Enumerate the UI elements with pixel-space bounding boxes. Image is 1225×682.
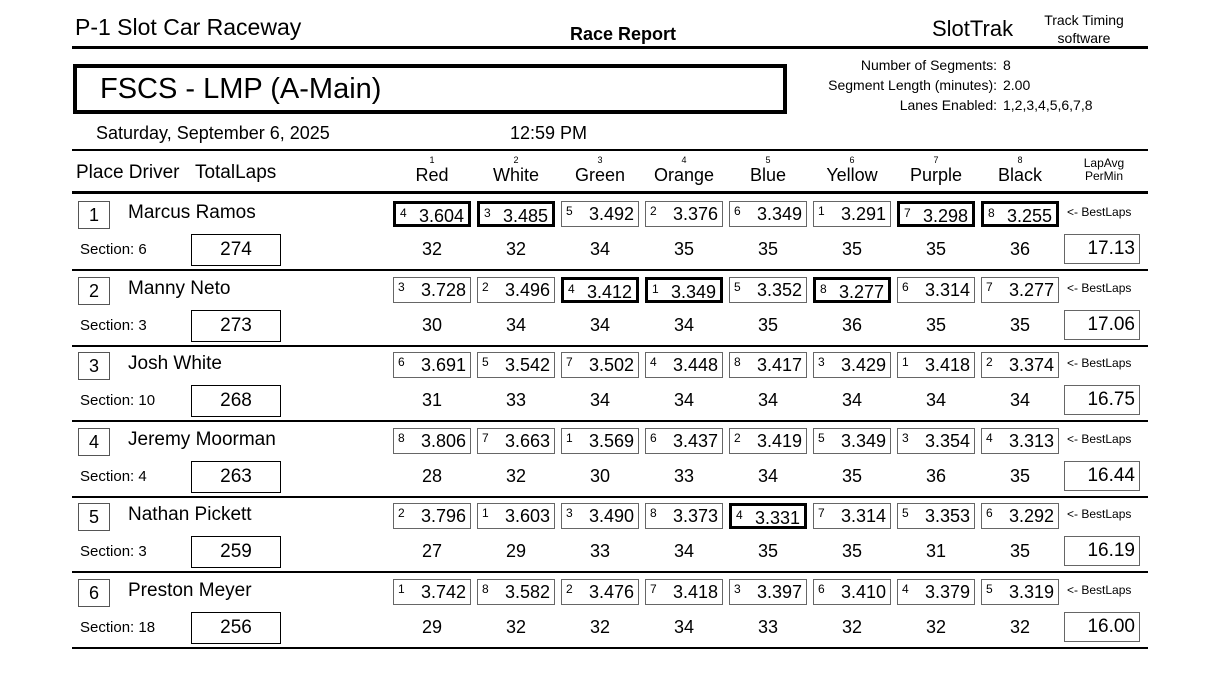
driver-name: Josh White <box>128 353 222 375</box>
best-lap-time: 3.349 <box>840 430 886 451</box>
best-lap-lane: 6 <box>398 355 405 370</box>
best-lap-lane: 5 <box>566 204 573 218</box>
total-laps: 274 <box>191 234 281 266</box>
best-lap-cell <box>561 277 639 303</box>
race-time: 12:59 PM <box>510 123 588 143</box>
best-lap-time: 3.806 <box>420 430 466 451</box>
best-lap-time: 3.476 <box>588 582 634 602</box>
section-label <box>80 619 155 636</box>
row-divider <box>72 269 1148 271</box>
best-lap-lane: 7 <box>904 206 911 220</box>
best-lap-cell <box>645 352 723 378</box>
place-number: 5 <box>78 503 110 531</box>
best-lap-cell <box>561 503 639 529</box>
best-lap-time: 3.663 <box>504 430 550 451</box>
lane-color: Blue <box>749 165 787 185</box>
best-lap-time: 3.742 <box>420 582 466 602</box>
best-lap-lane: 6 <box>734 204 741 218</box>
lap-average: 17.13 <box>1064 234 1140 264</box>
best-lap-cell <box>393 503 471 529</box>
best-lap-cell <box>393 428 471 454</box>
column-header-rule <box>72 191 1148 194</box>
best-lap-cell <box>393 201 471 227</box>
best-lap-lane: 1 <box>652 281 659 296</box>
lane-laps: 33 <box>589 541 611 562</box>
best-lap-cell <box>981 579 1059 605</box>
best-lap-cell <box>813 201 891 227</box>
row-divider <box>72 571 1148 573</box>
lane-laps: 36 <box>925 465 947 486</box>
place-number: 1 <box>78 201 110 229</box>
best-lap-lane: 7 <box>650 582 657 596</box>
best-lap-time: 3.437 <box>672 430 718 451</box>
best-lap-time: 3.419 <box>756 430 802 451</box>
best-lap-lane: 5 <box>902 506 909 521</box>
best-lap-lane: 4 <box>400 206 407 220</box>
lane-number: 2 <box>513 155 519 165</box>
best-lap-time: 3.490 <box>588 506 634 527</box>
best-lap-time: 3.448 <box>672 355 718 376</box>
best-lap-cell <box>897 352 975 378</box>
best-lap-lane: 2 <box>734 430 741 445</box>
best-lap-time: 3.313 <box>1008 430 1054 451</box>
best-lap-cell <box>645 428 723 454</box>
best-lap-lane: 7 <box>482 430 489 445</box>
lane-laps: 32 <box>841 617 863 637</box>
best-lap-lane: 1 <box>482 506 489 521</box>
section-value: 18 <box>138 619 156 636</box>
best-lap-lane: 6 <box>650 430 657 445</box>
best-lap-time: 3.691 <box>420 355 466 376</box>
best-lap-cell <box>981 428 1059 454</box>
lane-laps: 32 <box>505 465 527 486</box>
lane-laps: 32 <box>1009 617 1031 637</box>
lane-laps: 35 <box>1009 314 1031 335</box>
section-label <box>80 241 147 258</box>
best-lap-time: 3.417 <box>756 355 802 376</box>
lane-laps: 34 <box>589 390 611 411</box>
total-laps: 259 <box>191 536 281 568</box>
best-lap-cell <box>477 277 555 303</box>
lane-header <box>897 156 975 185</box>
best-lap-time: 3.542 <box>504 355 550 376</box>
best-lap-cell <box>729 428 807 454</box>
best-lap-lane: 8 <box>988 206 995 220</box>
section-value: 10 <box>138 392 156 410</box>
lane-laps: 34 <box>589 314 611 335</box>
meta-label: Number of Segments: <box>860 57 997 73</box>
lane-color: White <box>492 165 539 185</box>
best-lap-lane: 8 <box>820 281 827 296</box>
lane-laps: 34 <box>841 390 863 411</box>
best-lap-time: 3.314 <box>840 506 886 527</box>
place-number: 6 <box>78 579 110 607</box>
best-lap-time: 3.379 <box>924 582 970 602</box>
lane-laps: 33 <box>757 617 779 637</box>
meta-value: 1,2,3,4,5,6,7,8 <box>1003 97 1093 113</box>
lane-color: Black <box>997 165 1042 185</box>
best-lap-cell <box>981 277 1059 303</box>
section-label <box>80 392 155 409</box>
best-lap-time: 3.373 <box>672 506 718 527</box>
lane-laps: 32 <box>421 239 443 259</box>
best-lap-time: 3.582 <box>504 582 550 602</box>
best-lap-lane: 6 <box>902 279 909 294</box>
lane-laps: 34 <box>673 390 695 411</box>
best-lap-lane: 8 <box>482 582 489 596</box>
row-divider <box>72 345 1148 347</box>
lane-laps: 32 <box>589 617 611 637</box>
best-lap-cell <box>813 579 891 605</box>
best-lap-time: 3.410 <box>840 582 886 602</box>
best-lap-cell <box>729 201 807 227</box>
lane-laps: 35 <box>925 314 947 335</box>
lane-laps: 33 <box>505 390 527 411</box>
best-lap-time: 3.418 <box>924 355 970 376</box>
best-lap-time: 3.603 <box>504 506 550 527</box>
section-prefix: Section: <box>80 241 139 258</box>
lane-laps: 34 <box>505 314 527 335</box>
lane-laps: 34 <box>757 465 779 486</box>
total-laps: 256 <box>191 612 281 644</box>
meta-value: 2.00 <box>1003 77 1031 93</box>
lane-header <box>645 156 723 185</box>
report-title: Race Report <box>570 24 677 44</box>
best-laps-label: <- BestLaps <box>1067 431 1132 446</box>
row-divider <box>72 420 1148 422</box>
best-lap-cell <box>813 277 891 303</box>
best-lap-lane: 4 <box>902 582 909 596</box>
best-lap-time: 3.569 <box>588 430 634 451</box>
best-lap-lane: 2 <box>650 204 657 218</box>
lap-average: 16.00 <box>1064 612 1140 642</box>
best-lap-lane: 4 <box>986 430 993 445</box>
best-lap-time: 3.376 <box>672 204 718 224</box>
best-lap-cell <box>477 428 555 454</box>
driver-name: Marcus Ramos <box>128 202 256 223</box>
best-lap-lane: 4 <box>650 355 657 370</box>
best-lap-cell <box>729 352 807 378</box>
best-lap-lane: 3 <box>734 582 741 596</box>
meta-value: 8 <box>1003 57 1011 73</box>
best-lap-lane: 7 <box>986 279 993 294</box>
best-lap-lane: 1 <box>566 430 573 445</box>
best-lap-lane: 8 <box>398 430 405 445</box>
section-label <box>80 468 147 485</box>
best-lap-time: 3.397 <box>756 582 802 602</box>
lane-color: Purple <box>909 165 963 185</box>
best-lap-cell <box>477 503 555 529</box>
best-lap-lane: 5 <box>986 582 993 596</box>
lane-color: Red <box>415 165 449 185</box>
column-header-left: Place Driver TotalLaps <box>76 162 277 183</box>
best-lap-time: 3.255 <box>1006 206 1052 226</box>
best-lap-time: 3.485 <box>502 206 548 226</box>
section-prefix: Section: <box>80 619 139 636</box>
best-lap-time: 3.374 <box>1008 355 1054 376</box>
lane-header <box>729 156 807 185</box>
best-lap-lane: 2 <box>986 355 993 370</box>
best-lap-lane: 4 <box>736 508 743 523</box>
lane-number: 3 <box>597 155 603 165</box>
section-prefix: Section: <box>80 392 139 410</box>
best-lap-time: 3.298 <box>922 206 968 226</box>
lane-number: 6 <box>849 155 855 165</box>
best-lap-time: 3.412 <box>586 281 632 302</box>
best-lap-time: 3.349 <box>756 204 802 224</box>
best-lap-cell <box>897 503 975 529</box>
total-laps: 268 <box>191 385 281 417</box>
best-lap-cell <box>981 352 1059 378</box>
best-lap-time: 3.331 <box>754 508 800 529</box>
best-lap-cell <box>561 428 639 454</box>
best-lap-time: 3.352 <box>756 279 802 300</box>
best-lap-cell <box>897 201 975 227</box>
section-value: 3 <box>138 316 147 334</box>
best-lap-lane: 8 <box>734 355 741 370</box>
place-number: 3 <box>78 352 110 380</box>
lane-laps: 35 <box>757 314 779 335</box>
best-lap-time: 3.728 <box>420 279 466 300</box>
lane-laps: 35 <box>757 239 779 259</box>
best-lap-cell <box>393 352 471 378</box>
best-lap-cell <box>477 579 555 605</box>
best-lap-cell <box>645 277 723 303</box>
best-lap-cell <box>393 277 471 303</box>
best-lap-lane: 2 <box>482 279 489 294</box>
meta-label: Lanes Enabled: <box>899 97 997 113</box>
lane-laps: 34 <box>925 390 947 411</box>
lane-laps: 34 <box>673 617 695 637</box>
best-lap-lane: 3 <box>484 206 491 220</box>
best-lap-time: 3.604 <box>418 206 464 226</box>
section-value: 6 <box>138 241 147 258</box>
section-value: 4 <box>138 467 147 485</box>
lane-laps: 29 <box>421 617 443 637</box>
lane-laps: 36 <box>1009 239 1031 259</box>
lane-laps: 31 <box>925 541 947 562</box>
section-value: 3 <box>138 543 147 561</box>
lap-average: 16.19 <box>1064 536 1140 566</box>
lane-laps: 32 <box>925 617 947 637</box>
lane-header <box>561 156 639 185</box>
best-lap-time: 3.796 <box>420 506 466 527</box>
best-laps-label: <- BestLaps <box>1067 507 1132 522</box>
best-lap-lane: 3 <box>398 279 405 294</box>
event-title: FSCS - LMP (A-Main) <box>100 73 382 105</box>
lane-laps: 34 <box>673 314 695 335</box>
best-lap-lane: 6 <box>818 582 825 596</box>
row-divider <box>72 496 1148 498</box>
best-lap-lane: 5 <box>734 279 741 294</box>
best-lap-cell <box>477 352 555 378</box>
lane-number: 5 <box>765 155 771 165</box>
lane-number: 7 <box>933 155 939 165</box>
lane-laps: 35 <box>925 239 947 259</box>
lane-laps: 36 <box>841 314 863 335</box>
best-lap-cell <box>645 201 723 227</box>
meta-segment-length <box>790 75 1210 95</box>
best-lap-lane: 7 <box>818 506 825 521</box>
lane-laps: 34 <box>673 541 695 562</box>
section-prefix: Section: <box>80 316 139 334</box>
date-rule <box>72 149 1148 151</box>
section-prefix: Section: <box>80 543 139 561</box>
lap-average: 17.06 <box>1064 310 1140 340</box>
lane-laps: 35 <box>1009 541 1031 562</box>
best-lap-lane: 1 <box>902 355 909 370</box>
brand-tagline-line1: Track Timing <box>1044 12 1124 28</box>
lapavg-header <box>1066 157 1142 183</box>
lane-header <box>813 156 891 185</box>
best-lap-lane: 1 <box>398 582 405 596</box>
lap-average: 16.75 <box>1064 385 1140 415</box>
lane-laps: 32 <box>505 239 527 259</box>
best-lap-lane: 6 <box>986 506 993 521</box>
best-laps-label: <- BestLaps <box>1067 356 1132 371</box>
best-lap-time: 3.492 <box>588 204 634 224</box>
best-lap-time: 3.353 <box>924 506 970 527</box>
best-lap-time: 3.277 <box>1008 279 1054 300</box>
best-lap-cell <box>645 503 723 529</box>
best-lap-cell <box>813 503 891 529</box>
lane-laps: 31 <box>421 390 443 411</box>
best-lap-lane: 2 <box>398 506 405 521</box>
best-lap-cell <box>813 428 891 454</box>
lapavg-header-line1: LapAvg <box>1083 156 1125 170</box>
lane-color: Orange <box>653 165 715 185</box>
lane-number: 1 <box>429 155 435 165</box>
place-number: 2 <box>78 277 110 305</box>
lane-laps: 30 <box>421 314 443 335</box>
best-lap-cell <box>477 201 555 227</box>
best-lap-time: 3.314 <box>924 279 970 300</box>
best-lap-cell <box>561 579 639 605</box>
best-lap-time: 3.354 <box>924 430 970 451</box>
race-date: Saturday, September 6, 2025 <box>96 123 330 143</box>
best-lap-time: 3.292 <box>1008 506 1054 527</box>
brand-tagline-line2: software <box>1057 30 1111 46</box>
lane-laps: 34 <box>757 390 779 411</box>
lane-laps: 33 <box>673 465 695 486</box>
best-laps-label: <- BestLaps <box>1067 205 1132 219</box>
brand-name: SlotTrak <box>932 16 1014 41</box>
meta-segments <box>790 55 1210 75</box>
lane-laps: 35 <box>757 541 779 562</box>
race-meta <box>790 55 1210 115</box>
best-lap-lane: 3 <box>818 355 825 370</box>
brand-tagline <box>1034 11 1134 47</box>
best-lap-cell <box>897 428 975 454</box>
best-lap-cell <box>645 579 723 605</box>
best-lap-cell <box>393 579 471 605</box>
lane-laps: 29 <box>505 541 527 562</box>
lane-laps: 34 <box>1009 390 1031 411</box>
lane-laps: 35 <box>673 239 695 259</box>
best-lap-lane: 8 <box>650 506 657 521</box>
driver-name: Manny Neto <box>128 277 231 299</box>
best-lap-cell <box>897 579 975 605</box>
driver-name: Nathan Pickett <box>128 504 252 526</box>
best-lap-time: 3.429 <box>840 355 886 376</box>
row-divider <box>72 647 1148 649</box>
lapavg-header-line2: PerMin <box>1084 169 1123 183</box>
best-lap-time: 3.349 <box>670 281 716 302</box>
place-number: 4 <box>78 428 110 456</box>
header-rule <box>72 46 1148 49</box>
best-lap-cell <box>981 201 1059 227</box>
best-lap-cell <box>813 352 891 378</box>
best-lap-cell <box>729 503 807 529</box>
lane-laps: 35 <box>1009 465 1031 486</box>
lap-average: 16.44 <box>1064 461 1140 491</box>
best-lap-time: 3.319 <box>1008 582 1054 602</box>
lane-header <box>393 156 471 185</box>
best-lap-lane: 4 <box>568 281 575 296</box>
best-lap-time: 3.502 <box>588 355 634 376</box>
lane-number: 8 <box>1017 155 1023 165</box>
best-lap-time: 3.418 <box>672 582 718 602</box>
driver-name: Preston Meyer <box>128 580 252 601</box>
lane-header <box>981 156 1059 185</box>
best-laps-label: <- BestLaps <box>1067 583 1132 597</box>
driver-name: Jeremy Moorman <box>128 428 276 450</box>
lane-color: Yellow <box>826 165 878 185</box>
lane-laps: 32 <box>505 617 527 637</box>
best-lap-cell <box>981 503 1059 529</box>
best-lap-lane: 3 <box>902 430 909 445</box>
best-lap-lane: 1 <box>818 204 825 218</box>
best-lap-cell <box>729 579 807 605</box>
best-lap-cell <box>897 277 975 303</box>
total-laps: 273 <box>191 310 281 342</box>
meta-lanes-enabled <box>790 95 1210 115</box>
track-name: P-1 Slot Car Raceway <box>75 14 302 40</box>
best-lap-time: 3.291 <box>840 204 886 224</box>
lane-number: 4 <box>681 155 687 165</box>
section-label <box>80 317 147 334</box>
section-prefix: Section: <box>80 467 139 485</box>
best-lap-time: 3.496 <box>504 279 550 300</box>
best-laps-label: <- BestLaps <box>1067 280 1132 295</box>
lane-laps: 34 <box>589 239 611 259</box>
lane-laps: 35 <box>841 465 863 486</box>
best-lap-cell <box>561 352 639 378</box>
best-lap-cell <box>561 201 639 227</box>
lane-header <box>477 156 555 185</box>
lane-laps: 35 <box>841 541 863 562</box>
lane-laps: 28 <box>421 465 443 486</box>
best-lap-time: 3.277 <box>838 281 884 302</box>
meta-label: Segment Length (minutes): <box>828 77 997 93</box>
best-lap-lane: 3 <box>566 506 573 521</box>
total-laps: 263 <box>191 461 281 493</box>
best-lap-lane: 2 <box>566 582 573 596</box>
lane-laps: 27 <box>421 541 443 562</box>
best-lap-lane: 7 <box>566 355 573 370</box>
section-label <box>80 543 147 560</box>
best-lap-cell <box>729 277 807 303</box>
lane-laps: 30 <box>589 465 611 486</box>
best-lap-lane: 5 <box>818 430 825 445</box>
lane-laps: 35 <box>841 239 863 259</box>
lane-color: Green <box>574 165 626 185</box>
best-lap-lane: 5 <box>482 355 489 370</box>
